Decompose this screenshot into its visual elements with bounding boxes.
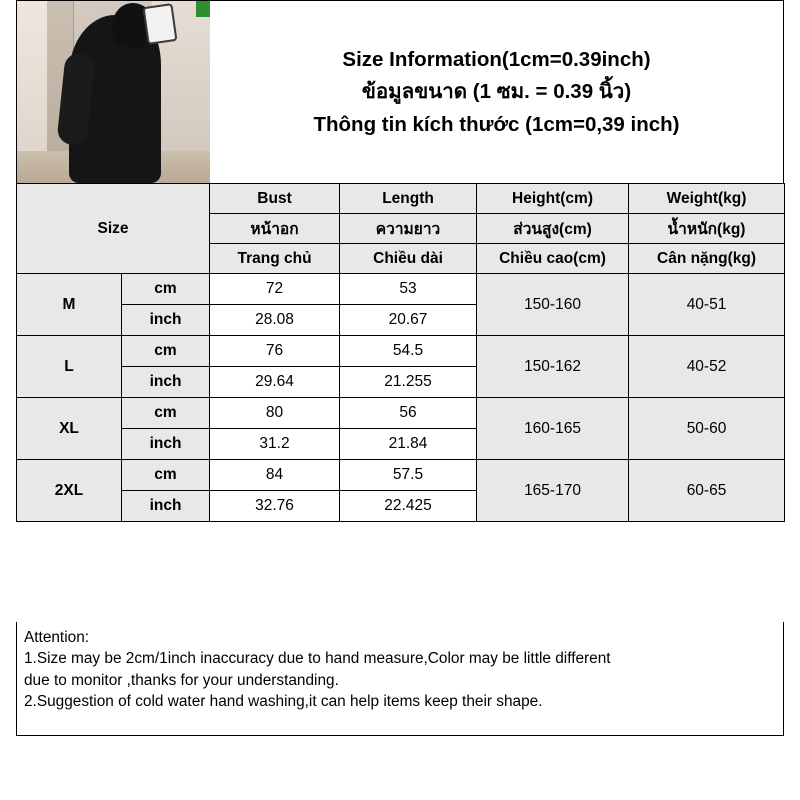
- bust-inch-xl: 31.2: [210, 429, 340, 460]
- length-cm-xl: 56: [340, 398, 477, 429]
- attention-line-3: 2.Suggestion of cold water hand washing,it can help items keep their shape.: [24, 692, 543, 710]
- attention-title: Attention:: [24, 629, 90, 646]
- table-header-row-en: [17, 184, 785, 214]
- bust-header-th: หน้าอก: [210, 214, 340, 244]
- bust-inch-m: 28.08: [210, 305, 340, 336]
- unit-cm-m: cm: [122, 274, 210, 305]
- attention-block: [16, 622, 784, 736]
- table-row: [17, 336, 785, 367]
- title-block: [210, 1, 783, 183]
- row-size-m: M: [17, 274, 122, 336]
- height-header-th: ส่วนสูง(cm): [477, 214, 629, 244]
- length-header-en: Length: [340, 184, 477, 214]
- length-header-vi: Chiều dài: [340, 244, 477, 274]
- row-size-xl: XL: [17, 398, 122, 460]
- length-cm-l: 54.5: [340, 336, 477, 367]
- height-xl: 160-165: [477, 398, 629, 460]
- unit-inch-m: inch: [122, 305, 210, 336]
- height-header-en: Height(cm): [477, 184, 629, 214]
- bust-cm-l: 76: [210, 336, 340, 367]
- unit-inch-2xl: inch: [122, 491, 210, 522]
- length-inch-xl: 21.84: [340, 429, 477, 460]
- bust-cm-2xl: 84: [210, 460, 340, 491]
- bust-header-vi: Trang chủ: [210, 244, 340, 274]
- height-2xl: 165-170: [477, 460, 629, 522]
- unit-cm-2xl: cm: [122, 460, 210, 491]
- table-row: [17, 274, 785, 305]
- table-row: [17, 398, 785, 429]
- photo-green-marker: [196, 1, 210, 17]
- unit-cm-l: cm: [122, 336, 210, 367]
- weight-header-en: Weight(kg): [629, 184, 785, 214]
- length-inch-l: 21.255: [340, 367, 477, 398]
- height-l: 150-162: [477, 336, 629, 398]
- length-cm-2xl: 57.5: [340, 460, 477, 491]
- bust-cm-m: 72: [210, 274, 340, 305]
- length-inch-2xl: 22.425: [340, 491, 477, 522]
- size-header-cell: Size: [17, 184, 210, 274]
- weight-xl: 50-60: [629, 398, 785, 460]
- row-size-2xl: 2XL: [17, 460, 122, 522]
- attention-line-2: due to monitor ,thanks for your understanding.: [24, 671, 339, 689]
- bust-inch-2xl: 32.76: [210, 491, 340, 522]
- unit-inch-l: inch: [122, 367, 210, 398]
- photo-phone: [143, 3, 178, 45]
- bust-cm-xl: 80: [210, 398, 340, 429]
- height-header-vi: Chiều cao(cm): [477, 244, 629, 274]
- size-table: [16, 183, 785, 522]
- table-row: [17, 460, 785, 491]
- header-area: [16, 0, 784, 184]
- title-line-en: Size Information(1cm=0.39inch): [342, 47, 651, 71]
- weight-m: 40-51: [629, 274, 785, 336]
- row-size-l: L: [17, 336, 122, 398]
- attention-line-1: 1.Size may be 2cm/1inch inaccuracy due to hand measure,Color may be little different: [24, 650, 611, 668]
- bust-inch-l: 29.64: [210, 367, 340, 398]
- weight-2xl: 60-65: [629, 460, 785, 522]
- unit-inch-xl: inch: [122, 429, 210, 460]
- title-line-th: ข้อมูลขนาด (1 ซม. = 0.39 นิ้ว): [361, 80, 632, 104]
- bust-header-en: Bust: [210, 184, 340, 214]
- length-cm-m: 53: [340, 274, 477, 305]
- unit-cm-xl: cm: [122, 398, 210, 429]
- product-photo: [17, 1, 210, 183]
- length-inch-m: 20.67: [340, 305, 477, 336]
- length-header-th: ความยาว: [340, 214, 477, 244]
- weight-header-th: น้ำหนัก(kg): [629, 214, 785, 244]
- title-line-vi: Thông tin kích thước (1cm=0,39 inch): [313, 112, 680, 136]
- height-m: 150-160: [477, 274, 629, 336]
- weight-header-vi: Cân nặng(kg): [629, 244, 785, 274]
- weight-l: 40-52: [629, 336, 785, 398]
